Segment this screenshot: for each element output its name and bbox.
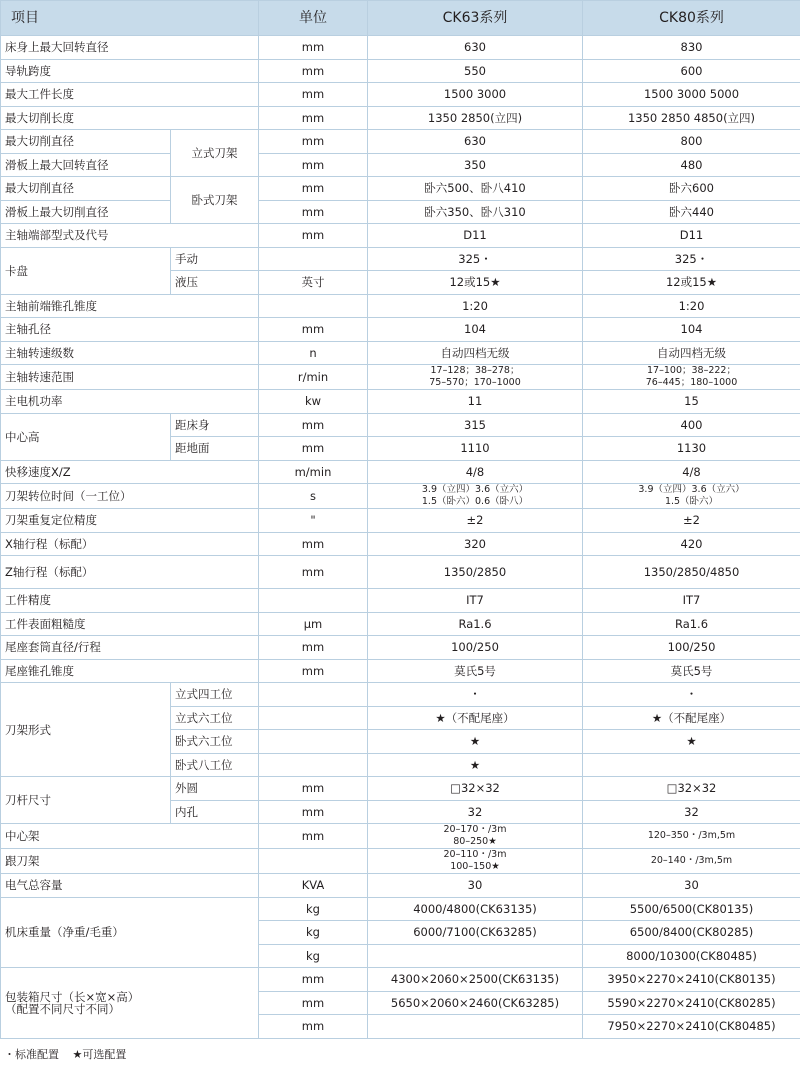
ck63-value: 350: [368, 153, 583, 177]
table-row: [1, 556, 800, 589]
row-unit: [259, 294, 368, 318]
row-label: 工件表面粗糙度: [1, 612, 259, 636]
ck63-value: 1:20: [368, 294, 583, 318]
ck80-value: 400: [583, 413, 800, 437]
ck63-line: 17–128；38–278；: [430, 365, 520, 376]
table-row: [1, 294, 800, 318]
table-row: [1, 849, 800, 874]
ck63-line: 1.5（卧六）0.6（卧八）: [421, 496, 529, 507]
row-unit: μm: [259, 612, 368, 636]
sub-label: 手动: [171, 247, 259, 271]
row-unit: mm: [259, 177, 368, 201]
ck80-value: 自动四档无级: [583, 341, 800, 365]
ck63-value: 1350/2850: [368, 556, 583, 589]
ck63-value: 100/250: [368, 636, 583, 660]
row-unit: KVA: [259, 874, 368, 898]
table-row: [1, 247, 800, 271]
row-label: 最大工件长度: [1, 83, 259, 107]
row-unit: mm: [259, 59, 368, 83]
row-unit: [259, 589, 368, 613]
ck63-value: 630: [368, 36, 583, 60]
ck63-value: 1350 2850(立四): [368, 106, 583, 130]
row-unit: mm: [259, 777, 368, 801]
row-label: X轴行程（标配）: [1, 532, 259, 556]
row-unit: r/min: [259, 365, 368, 390]
ck63-value: ★: [368, 730, 583, 754]
table-row: [1, 224, 800, 248]
ck80-value: 7950×2270×2410(CK80485): [583, 1015, 800, 1039]
ck63-value: 315: [368, 413, 583, 437]
row-label: 中心架: [1, 824, 259, 849]
ck80-value: Ra1.6: [583, 612, 800, 636]
row-unit: s: [259, 484, 368, 509]
ck63-value: 320: [368, 532, 583, 556]
ck63-value: 卧六350、卧八310: [368, 200, 583, 224]
ck80-value: 莫氏5号: [583, 659, 800, 683]
row-unit: mm: [259, 532, 368, 556]
row-label: 主轴孔径: [1, 318, 259, 342]
ck63-value: 30: [368, 874, 583, 898]
ck80-value: 104: [583, 318, 800, 342]
ck63-value: [368, 365, 583, 390]
row-label: 最大切削直径: [1, 177, 171, 201]
ck63-value: 550: [368, 59, 583, 83]
row-label: 主轴前端锥孔锥度: [1, 294, 259, 318]
ck80-value: 12或15★: [583, 271, 800, 295]
row-label: 床身上最大回转直径: [1, 36, 259, 60]
ck80-value: 3950×2270×2410(CK80135): [583, 968, 800, 992]
header-ck63: CK63系列: [368, 1, 583, 36]
ck80-value: 800: [583, 130, 800, 154]
row-unit: [259, 753, 368, 777]
ck80-value: 600: [583, 59, 800, 83]
row-label: 导轨跨度: [1, 59, 259, 83]
ck80-value: ±2: [583, 509, 800, 533]
legend: [4, 1046, 136, 1062]
ck63-value: 6000/7100(CK63285): [368, 921, 583, 945]
ck80-value: 1350 2850 4850(立四): [583, 106, 800, 130]
table-row: [1, 59, 800, 83]
ck80-value: [583, 484, 800, 509]
ck63-line: 20–170・/3m: [443, 824, 507, 835]
ck63-value: [368, 1015, 583, 1039]
ck63-value: □32×32: [368, 777, 583, 801]
table-row: [1, 413, 800, 437]
row-label: 滑板上最大回转直径: [1, 153, 171, 177]
table-row: [1, 365, 800, 390]
row-unit: kw: [259, 390, 368, 414]
table-row: [1, 177, 800, 201]
row-label: 尾座锥孔锥度: [1, 659, 259, 683]
legend-optional: ★可选配置: [72, 1048, 127, 1061]
table-row: [1, 683, 800, 707]
ck80-value: 卧六600: [583, 177, 800, 201]
sub-label: 卧式六工位: [171, 730, 259, 754]
row-unit: kg: [259, 897, 368, 921]
row-unit: mm: [259, 800, 368, 824]
ck63-value: [368, 484, 583, 509]
ck63-value: 12或15★: [368, 271, 583, 295]
ck80-line: 76–445；180–1000: [645, 377, 738, 388]
ck63-value: 32: [368, 800, 583, 824]
row-label: [1, 968, 259, 1039]
header-row: [1, 1, 800, 36]
ck80-value: 15: [583, 390, 800, 414]
ck63-line: 75–570；170–1000: [429, 377, 521, 388]
ck63-value: 卧六500、卧八410: [368, 177, 583, 201]
row-label-line: 包装箱尺寸（长×宽×高）: [5, 989, 140, 1004]
table-row: [1, 83, 800, 107]
ck63-value: [368, 944, 583, 968]
row-unit: mm: [259, 106, 368, 130]
legend-standard: ・标准配置: [4, 1048, 59, 1061]
ck63-line: 100–150★: [450, 861, 500, 872]
ck80-value: D11: [583, 224, 800, 248]
table-row: [1, 36, 800, 60]
ck63-line: 20–110・/3m: [443, 849, 507, 860]
row-unit: mm: [259, 437, 368, 461]
table-row: [1, 318, 800, 342]
ck63-line: 3.9（立四）3.6（立六）: [421, 484, 529, 495]
ck80-value: 1130: [583, 437, 800, 461]
ck63-value: 莫氏5号: [368, 659, 583, 683]
ck80-value: 30: [583, 874, 800, 898]
table-row: [1, 968, 800, 992]
ck63-value: 1500 3000: [368, 83, 583, 107]
row-unit: mm: [259, 153, 368, 177]
row-label: 工件精度: [1, 589, 259, 613]
row-unit: mm: [259, 318, 368, 342]
table-row: [1, 636, 800, 660]
ck63-value: ★（不配尾座）: [368, 706, 583, 730]
row-unit: ": [259, 509, 368, 533]
row-unit: [259, 730, 368, 754]
ck63-value: 4000/4800(CK63135): [368, 897, 583, 921]
row-label: 跟刀架: [1, 849, 259, 874]
table-row: [1, 484, 800, 509]
ck63-value: 4/8: [368, 460, 583, 484]
sub-label: 距地面: [171, 437, 259, 461]
table-row: [1, 612, 800, 636]
row-label: 刀架转位时间（一工位）: [1, 484, 259, 509]
row-unit: [259, 706, 368, 730]
table-row: [1, 874, 800, 898]
ck63-value: Ra1.6: [368, 612, 583, 636]
row-label: 主电机功率: [1, 390, 259, 414]
table-row: [1, 460, 800, 484]
header-item: 项目: [1, 1, 259, 36]
row-unit: [259, 683, 368, 707]
header-ck80: CK80系列: [583, 1, 800, 36]
sub-label: 立式六工位: [171, 706, 259, 730]
row-unit: mm: [259, 83, 368, 107]
ck80-value: 卧六440: [583, 200, 800, 224]
row-label: 快移速度X/Z: [1, 460, 259, 484]
table-row: [1, 153, 800, 177]
ck63-value: 5650×2060×2460(CK63285): [368, 991, 583, 1015]
ck80-value: ・: [583, 683, 800, 707]
ck80-value: 32: [583, 800, 800, 824]
ck80-value: 5590×2270×2410(CK80285): [583, 991, 800, 1015]
sub-label: 液压: [171, 271, 259, 295]
ck80-line: 3.9（立四）3.6（立六）: [638, 484, 745, 495]
row-unit: kg: [259, 921, 368, 945]
row-unit: 英寸: [259, 271, 368, 295]
row-label: 尾座套筒直径/行程: [1, 636, 259, 660]
table-row: [1, 897, 800, 921]
ck80-value: 8000/10300(CK80485): [583, 944, 800, 968]
row-label-line: （配置不同尺寸不同）: [5, 1001, 120, 1016]
ck63-value: ★: [368, 753, 583, 777]
ck63-value: 4300×2060×2500(CK63135): [368, 968, 583, 992]
table-row: [1, 777, 800, 801]
table-row: [1, 824, 800, 849]
row-label: 主轴转速范围: [1, 365, 259, 390]
ck63-value: [368, 849, 583, 874]
ck80-value: 1500 3000 5000: [583, 83, 800, 107]
ck63-value: 325・: [368, 247, 583, 271]
ck80-value: 1:20: [583, 294, 800, 318]
group-label: 立式刀架: [171, 130, 259, 177]
row-label: Z轴行程（标配）: [1, 556, 259, 589]
row-label: 卡盘: [1, 247, 171, 294]
ck80-value: 325・: [583, 247, 800, 271]
ck80-value: [583, 365, 800, 390]
table-row: [1, 509, 800, 533]
ck63-value: 自动四档无级: [368, 341, 583, 365]
ck63-value: 11: [368, 390, 583, 414]
row-unit: kg: [259, 944, 368, 968]
row-unit: mm: [259, 968, 368, 992]
row-unit: [259, 247, 368, 271]
header-unit: 单位: [259, 1, 368, 36]
ck80-value: 120–350・/3m,5m: [583, 824, 800, 849]
ck63-value: IT7: [368, 589, 583, 613]
sub-label: 距床身: [171, 413, 259, 437]
row-unit: mm: [259, 36, 368, 60]
group-label: 卧式刀架: [171, 177, 259, 224]
row-unit: mm: [259, 991, 368, 1015]
ck80-line: 17–100；38–222；: [647, 365, 736, 376]
table-row: [1, 659, 800, 683]
sub-label: 卧式八工位: [171, 753, 259, 777]
ck63-value: 630: [368, 130, 583, 154]
row-unit: m/min: [259, 460, 368, 484]
ck80-value: 6500/8400(CK80285): [583, 921, 800, 945]
row-unit: mm: [259, 413, 368, 437]
ck63-value: [368, 824, 583, 849]
row-label: 最大切削长度: [1, 106, 259, 130]
ck63-value: ・: [368, 683, 583, 707]
table-row: [1, 532, 800, 556]
table-row: [1, 130, 800, 154]
ck63-line: 80–250★: [453, 836, 497, 847]
ck80-value: ★（不配尾座）: [583, 706, 800, 730]
ck80-value: 420: [583, 532, 800, 556]
ck80-value: 1350/2850/4850: [583, 556, 800, 589]
ck80-value: [583, 753, 800, 777]
row-unit: [259, 849, 368, 874]
ck80-value: 100/250: [583, 636, 800, 660]
row-label: 电气总容量: [1, 874, 259, 898]
sub-label: 立式四工位: [171, 683, 259, 707]
table-row: [1, 341, 800, 365]
row-label: 滑板上最大切削直径: [1, 200, 171, 224]
ck80-value: 20–140・/3m,5m: [583, 849, 800, 874]
table-row: [1, 200, 800, 224]
ck63-value: 104: [368, 318, 583, 342]
ck80-value: 5500/6500(CK80135): [583, 897, 800, 921]
row-unit: mm: [259, 1015, 368, 1039]
ck80-line: 1.5（卧六）: [664, 496, 719, 507]
table-row: [1, 106, 800, 130]
ck80-value: 4/8: [583, 460, 800, 484]
row-label: 刀架重复定位精度: [1, 509, 259, 533]
ck63-value: D11: [368, 224, 583, 248]
sub-label: 外圆: [171, 777, 259, 801]
ck63-value: ±2: [368, 509, 583, 533]
row-unit: n: [259, 341, 368, 365]
sub-label: 内孔: [171, 800, 259, 824]
row-label: 主轴转速级数: [1, 341, 259, 365]
row-unit: mm: [259, 636, 368, 660]
ck80-value: 830: [583, 36, 800, 60]
row-unit: mm: [259, 659, 368, 683]
row-unit: mm: [259, 200, 368, 224]
ck80-value: ★: [583, 730, 800, 754]
ck80-value: 480: [583, 153, 800, 177]
ck63-value: 1110: [368, 437, 583, 461]
table-row: [1, 589, 800, 613]
row-label: 最大切削直径: [1, 130, 171, 154]
row-unit: mm: [259, 224, 368, 248]
row-unit: mm: [259, 130, 368, 154]
row-label: 刀杆尺寸: [1, 777, 171, 824]
row-unit: mm: [259, 556, 368, 589]
row-label: 刀架形式: [1, 683, 171, 777]
ck80-value: □32×32: [583, 777, 800, 801]
row-label: 机床重量（净重/毛重）: [1, 897, 259, 968]
ck80-value: IT7: [583, 589, 800, 613]
row-unit: mm: [259, 824, 368, 849]
row-label: 主轴端部型式及代号: [1, 224, 259, 248]
row-label: 中心高: [1, 413, 171, 460]
table-row: [1, 390, 800, 414]
